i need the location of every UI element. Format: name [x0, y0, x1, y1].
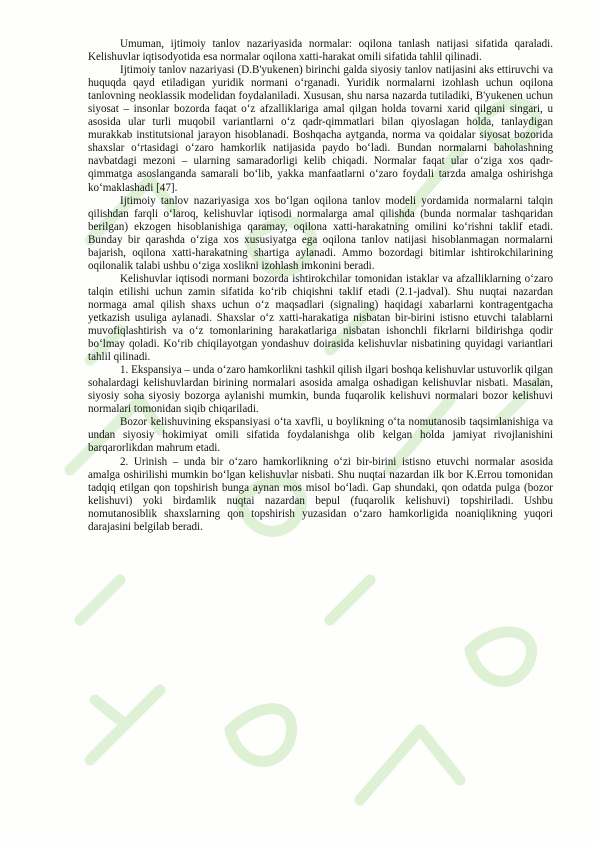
- watermark-letter-shape: [360, 730, 460, 800]
- watermark-letter-shape: [80, 580, 120, 620]
- paragraph: Ijtimoiy tanlov nazariyasiga xos bo‘lgan oqilona tanlov modeli yordamida normalarni talqin qilishdan farqli o‘laroq, kelishuvlar iqtisodi normalarga amal qilishda (bunda normalar tashqaridan berilgan) ekzogen hisoblanishiga qaramay, oqilona xatti-harakatning omilini ko‘rishni taklif etadi. Bunday bir qarashda o‘ziga xos xususiyatga ega oqilona tanlov natijasi hisoblanmagan normalarni bajarish, oqilona xatti-harakatning shartiga aylanadi. Ammo bozordagi bitimlar ishtirokchilarining oqilonalik talabi ushbu o‘ziga xoslikni izohlash imkonini beradi.: [88, 194, 553, 272]
- paragraph: Bozor kelishuvining ekspansiyasi o‘ta xavfli, u boylikning o‘ta nomutanosib taqsimlanishiga va undan siyosiy hokimiyat omili sifatida foydalanishga olib kelgan holda jamiyat rivojlanishini barqarorlikdan mahrum etadi.: [88, 416, 553, 455]
- paragraph: Umuman, ijtimoiy tanlov nazariyasida normalar: oqilona tanlash natijasi sifatida qaraladi. Kelishuvlar iqtisodyotida esa normalar oqilona xatti-harakat omili sifatida tahlil qilinadi.: [88, 38, 553, 64]
- watermark-letter-shape: [230, 709, 292, 762]
- document-body: [88, 38, 553, 534]
- watermark-letter-shape: [330, 580, 370, 620]
- watermark-letter-shape: [470, 632, 532, 681]
- paragraph: 2. Urinish – unda bir o‘zaro hamkorlikning o‘zi bir-birini istisno etuvchi normalar asosida amalga oshirilishi mumkin bo‘lgan kelishuvlar nisbati. Shu nuqtai nazardan ilk bor K.Errou tomonidan tadqiq etilgan qon topshirish bunga aynan mos misol bo‘ladi. Gap shundaki, qon odatda pulga (bozor kelishuvi) yoki birdamlik nuqtai nazardan bepul (fuqarolik kelishuvi) topshiriladi. Ushbu nomutanosiblik shaxslarning qon topshirish yuzasidan o‘zaro hamkorligida noaniqlikning yuqori darajasini belgilab beradi.: [88, 455, 553, 533]
- watermark-letter-shape: [90, 690, 160, 760]
- paragraph: Kelishuvlar iqtisodi normani bozorda ishtirokchilar tomonidan istaklar va afzalliklarning o‘zaro talqin etilishi uchun zamin sifatida ko‘rib chiqishni taklif etadi (2.1-jadval). Shu nuqtai nazardan normaga amal qilish shaxs uchun o‘z maqsadlari (signaling) haqidagi xabarlarni kontragentgacha yetkazish usuliga aylanadi. Shaxslar o‘z xatti-harakatiga nisbatan bir-birini istisno etuvchi talablarni muvofiqlashtirish va o‘z tomonlarining harakatlariga nisbatan ishonchli fikrlarni bildirishga qodir bo‘lmay qoladi. Ko‘rib chiqilayotgan yondashuv doirasida kelishuvlar nisbatining quyidagi variantlari tahlil qilinadi.: [88, 272, 553, 364]
- paragraph: Ijtimoiy tanlov nazariyasi (D.B'yukenen) birinchi galda siyosiy tanlov natijasini aks ettiruvchi va huquqda qayd etiladigan yuridik normani o‘rganadi. Yuridik normalarni izohlash uchun oqilona tanlovning neoklassik modelidan foydalaniladi. Xususan, shu narsa nazarda tutiladiki, B'yukenen uchun siyosat – insonlar bozorda faqat o‘z afzalliklariga amal qilgan holda tovarni xarid qilgani singari, u asosida ular turli muqobil variantlarni o‘z qadr-qimmatlari bilan qiyoslagan holda, tanlaydigan murakkab institutsional jarayon hisoblanadi. Boshqacha aytganda, norma va qoidalar siyosat bozorida shaxslar o‘rtasidagi o‘zaro hamkorlik natijasida paydo bo‘ladi. Bundan normalarni baholashning navbatdagi mezoni – ularning samaradorligi kelib chiqadi. Normalar faqat ular o‘ziga xos qadr-qimmatga asoslanganda samarali bo‘lib, yakka manfaatlarni o‘zaro foydali tarzda amalga oshirishga ko‘maklashadi [47].: [88, 64, 553, 194]
- paragraph: 1. Ekspansiya – unda o‘zaro hamkorlikni tashkil qilish ilgari boshqa kelishuvlar ustuvorlik qilgan sohalardagi kelishuvlardan birining normalari asosida amalga oshadigan kelishuvlar nisbati. Masalan, siyosiy soha siyosiy bozorga aylanishi mumkin, bunda fuqarolik kelishuvi normalari bozor kelishuvi normalari tomonidan siqib chiqariladi.: [88, 364, 553, 416]
